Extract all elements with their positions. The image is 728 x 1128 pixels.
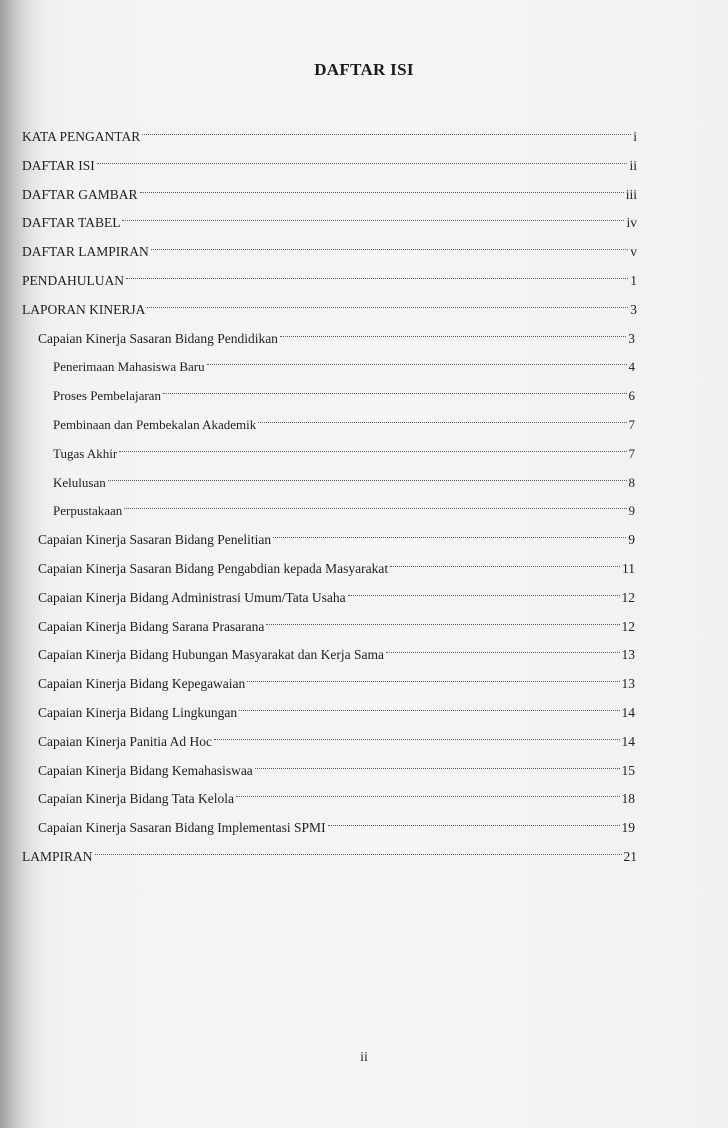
toc-entry[interactable] bbox=[38, 580, 635, 605]
toc-leader-dots bbox=[348, 580, 620, 602]
toc-entry-page: 3 bbox=[630, 301, 637, 317]
toc-entry-label: Perpustakaan bbox=[53, 503, 123, 519]
toc-entry-page: 21 bbox=[623, 849, 637, 864]
toc-entry[interactable] bbox=[38, 609, 635, 634]
toc-entry-label: Tugas Akhir bbox=[53, 445, 118, 461]
toc-entry[interactable] bbox=[38, 781, 635, 807]
toc-entry-page: i bbox=[633, 129, 637, 144]
toc-entry[interactable] bbox=[22, 292, 637, 317]
toc-entry-page: 6 bbox=[628, 388, 635, 404]
toc-leader-dots bbox=[151, 234, 628, 256]
toc-entry-page: iv bbox=[626, 215, 637, 231]
toc-entry[interactable] bbox=[22, 119, 637, 144]
toc-entry[interactable] bbox=[38, 724, 635, 749]
toc-entry-page: 15 bbox=[621, 762, 635, 778]
toc-entry-label: Penerimaan Mahasiswa Baru bbox=[53, 359, 205, 375]
toc-entry-page: 9 bbox=[628, 532, 635, 548]
toc-entry-page: 19 bbox=[621, 820, 635, 836]
toc-entry-label: LAPORAN KINERJA bbox=[22, 301, 146, 317]
toc-entry[interactable] bbox=[38, 522, 635, 548]
toc-leader-dots bbox=[122, 205, 624, 227]
toc-entry-label: Capaian Kinerja Panitia Ad Hoc bbox=[38, 733, 212, 749]
toc-entry-label: Capaian Kinerja Sasaran Bidang Pengabdian kepada Masyarakat bbox=[38, 561, 389, 576]
toc-leader-dots bbox=[239, 695, 619, 717]
toc-entry-page: 12 bbox=[621, 589, 635, 605]
toc-leader-dots bbox=[386, 637, 619, 659]
toc-entry-label: Capaian Kinerja Bidang Lingkungan bbox=[38, 705, 238, 720]
toc-leader-dots bbox=[328, 810, 620, 832]
toc-entry[interactable] bbox=[22, 148, 637, 173]
toc-entry[interactable] bbox=[38, 695, 635, 720]
toc-leader-dots bbox=[124, 493, 626, 515]
toc-entry-label: Capaian Kinerja Bidang Tata Kelola bbox=[38, 791, 234, 807]
toc-entry-page: v bbox=[630, 244, 637, 260]
toc-leader-dots bbox=[273, 522, 626, 544]
toc-entry-label: DAFTAR TABEL bbox=[22, 215, 121, 231]
toc-entry[interactable] bbox=[53, 493, 635, 519]
toc-entry[interactable] bbox=[53, 465, 635, 490]
page-title: DAFTAR ISI bbox=[314, 60, 414, 79]
toc-entry-label: Capaian Kinerja Sasaran Bidang Pendidikan bbox=[38, 330, 278, 346]
toc-entry-page: 4 bbox=[628, 359, 635, 375]
toc-entry-page: ii bbox=[629, 157, 637, 173]
toc-leader-dots bbox=[390, 551, 620, 573]
toc-leader-dots bbox=[119, 436, 626, 458]
toc-leader-dots bbox=[147, 292, 628, 314]
toc-entry-label: DAFTAR ISI bbox=[22, 157, 95, 173]
toc-entry[interactable] bbox=[38, 810, 635, 836]
toc-leader-dots bbox=[140, 177, 624, 199]
toc-leader-dots bbox=[97, 148, 628, 170]
toc-entry-page: 3 bbox=[628, 330, 635, 346]
toc-entry[interactable] bbox=[38, 321, 635, 346]
toc-entry-page: 1 bbox=[630, 273, 637, 288]
toc-entry[interactable] bbox=[53, 349, 635, 375]
toc-leader-dots bbox=[280, 321, 626, 343]
toc-entry-page: 9 bbox=[628, 503, 635, 519]
toc-entry-page: 18 bbox=[621, 791, 635, 807]
toc-entry-label: Capaian Kinerja Sasaran Bidang Penelitian bbox=[38, 532, 272, 548]
toc-entry-label: Kelulusan bbox=[53, 474, 106, 490]
toc-entry[interactable] bbox=[22, 839, 637, 864]
toc-entry[interactable] bbox=[38, 753, 635, 778]
toc-entry-page: 14 bbox=[621, 705, 635, 720]
toc-leader-dots bbox=[95, 839, 622, 861]
toc-entry[interactable] bbox=[22, 234, 637, 260]
toc-entry-page: 14 bbox=[621, 733, 635, 749]
toc-leader-dots bbox=[247, 666, 619, 688]
toc-entry[interactable] bbox=[53, 407, 635, 432]
toc-leader-dots bbox=[126, 263, 628, 285]
toc-entry[interactable] bbox=[53, 436, 635, 461]
toc-entry[interactable] bbox=[38, 637, 635, 663]
toc-entry-label: Capaian Kinerja Bidang Administrasi Umum/Tata Usaha bbox=[38, 589, 346, 605]
toc-leader-dots bbox=[142, 119, 631, 141]
toc-entry[interactable] bbox=[38, 551, 635, 576]
toc-entry-page: 7 bbox=[628, 445, 635, 461]
toc-entry-label: PENDAHULUAN bbox=[22, 273, 124, 288]
toc-entry-label: DAFTAR GAMBAR bbox=[22, 186, 138, 202]
toc-entry[interactable] bbox=[53, 378, 635, 404]
toc-entry-page: 13 bbox=[621, 647, 635, 663]
toc-leader-dots bbox=[255, 753, 620, 775]
toc-leader-dots bbox=[207, 349, 627, 371]
toc-entry-page: 11 bbox=[622, 561, 635, 576]
toc-entry[interactable] bbox=[38, 666, 635, 692]
toc-entry-label: Capaian Kinerja Bidang Kemahasiswaa bbox=[38, 762, 253, 778]
toc-entry-page: 8 bbox=[628, 474, 635, 490]
toc-entry-label: Capaian Kinerja Bidang Sarana Prasarana bbox=[38, 618, 265, 634]
toc-entry[interactable] bbox=[22, 263, 637, 288]
toc-entry-label: Capaian Kinerja Bidang Kepegawaian bbox=[38, 676, 246, 692]
toc-entry-label: LAMPIRAN bbox=[22, 849, 93, 864]
toc-entry-label: Capaian Kinerja Bidang Hubungan Masyarakat dan Kerja Sama bbox=[38, 647, 385, 663]
toc-entry-label: Proses Pembelajaran bbox=[53, 388, 161, 404]
toc-entry-label: Pembinaan dan Pembekalan Akademik bbox=[53, 417, 257, 432]
toc-entry-label: KATA PENGANTAR bbox=[22, 129, 141, 144]
toc-entry-page: 13 bbox=[621, 676, 635, 692]
toc-entry-label: DAFTAR LAMPIRAN bbox=[22, 244, 149, 260]
toc-entry-page: iii bbox=[625, 186, 637, 202]
toc-leader-dots bbox=[236, 781, 620, 803]
toc-leader-dots bbox=[214, 724, 620, 746]
toc-leader-dots bbox=[266, 609, 619, 631]
toc-leader-dots bbox=[108, 465, 627, 487]
toc-entry-label: Capaian Kinerja Sasaran Bidang Implementasi SPMI bbox=[38, 820, 326, 836]
toc-entry-page: 12 bbox=[621, 618, 635, 634]
toc-entry-page: 7 bbox=[628, 417, 635, 432]
toc-entry[interactable] bbox=[22, 177, 637, 202]
toc-leader-dots bbox=[163, 378, 627, 400]
toc-entry[interactable] bbox=[22, 205, 637, 231]
toc-leader-dots bbox=[258, 407, 626, 429]
page-number: ii bbox=[360, 1050, 368, 1065]
